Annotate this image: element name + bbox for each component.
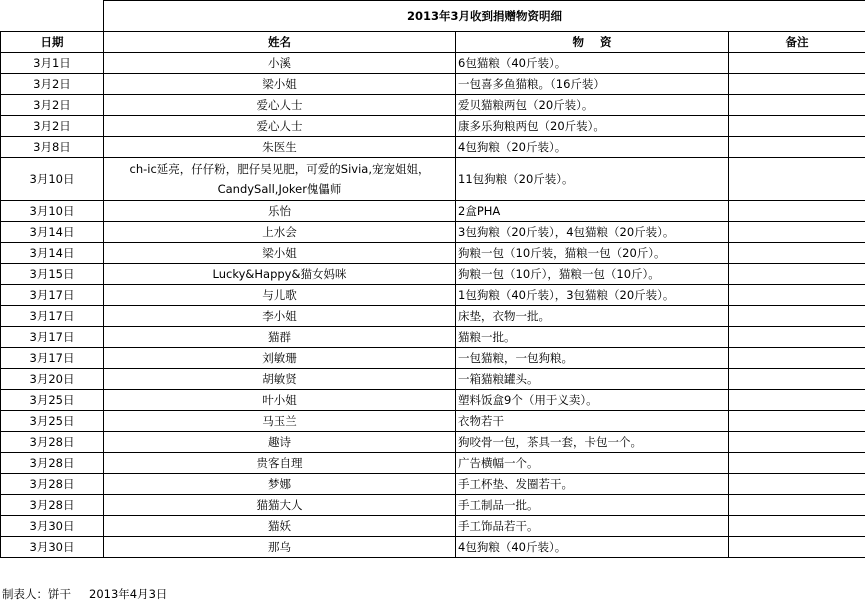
table-row	[1, 327, 865, 348]
name-cell[interactable]: 马玉兰	[104, 411, 456, 432]
header-items[interactable]: 物 资	[456, 32, 729, 53]
title-row	[1, 1, 865, 32]
notes-cell[interactable]	[729, 116, 865, 137]
date-cell[interactable]: 3月30日	[1, 537, 104, 558]
notes-cell[interactable]	[729, 306, 865, 327]
date-cell[interactable]: 3月8日	[1, 137, 104, 158]
notes-cell[interactable]	[729, 95, 865, 116]
date-cell[interactable]: 3月15日	[1, 264, 104, 285]
name-cell[interactable]: 朱医生	[104, 137, 456, 158]
items-cell[interactable]: 猫粮一批。	[456, 327, 729, 348]
sheet-title[interactable]: 2013年3月收到捐赠物资明细	[104, 1, 865, 32]
name-cell[interactable]: 小溪	[104, 53, 456, 74]
notes-cell[interactable]	[729, 537, 865, 558]
notes-cell[interactable]	[729, 285, 865, 306]
notes-cell[interactable]	[729, 453, 865, 474]
notes-cell[interactable]	[729, 369, 865, 390]
notes-cell[interactable]	[729, 516, 865, 537]
items-cell[interactable]: 手工杯垫、发圈若干。	[456, 474, 729, 495]
notes-cell[interactable]	[729, 222, 865, 243]
date-cell[interactable]: 3月28日	[1, 474, 104, 495]
table-maker[interactable]: 制表人：饼干	[2, 587, 71, 601]
name-cell[interactable]: 梁小姐	[104, 243, 456, 264]
footer	[2, 586, 167, 602]
name-cell[interactable]: 上水会	[104, 222, 456, 243]
date-cell[interactable]: 3月28日	[1, 495, 104, 516]
notes-cell[interactable]	[729, 348, 865, 369]
notes-cell[interactable]	[729, 390, 865, 411]
table-row	[1, 201, 865, 222]
date-cell[interactable]: 3月28日	[1, 453, 104, 474]
table-row	[1, 222, 865, 243]
items-cell[interactable]: 6包猫粮（40斤装）。	[456, 53, 729, 74]
name-cell[interactable]: 爱心人士	[104, 116, 456, 137]
items-cell[interactable]: 塑料饭盒9个（用于义卖）。	[456, 390, 729, 411]
table-row	[1, 348, 865, 369]
date-cell[interactable]: 3月1日	[1, 53, 104, 74]
header-row	[1, 32, 865, 53]
items-cell[interactable]: 4包狗粮（20斤装）。	[456, 137, 729, 158]
table-row	[1, 264, 865, 285]
date-cell[interactable]: 3月14日	[1, 243, 104, 264]
items-cell[interactable]: 1包狗粮（40斤装），3包猫粮（20斤装）。	[456, 285, 729, 306]
items-cell[interactable]: 床垫，衣物一批。	[456, 306, 729, 327]
items-cell[interactable]: 狗咬骨一包，茶具一套，卡包一个。	[456, 432, 729, 453]
notes-cell[interactable]	[729, 74, 865, 95]
items-cell[interactable]: 康多乐狗粮两包（20斤装）。	[456, 116, 729, 137]
date-cell[interactable]: 3月17日	[1, 348, 104, 369]
table-row	[1, 74, 865, 95]
date-cell[interactable]: 3月17日	[1, 285, 104, 306]
date-cell[interactable]: 3月25日	[1, 411, 104, 432]
name-cell[interactable]: 趣诗	[104, 432, 456, 453]
items-cell[interactable]: 2盒PHA	[456, 201, 729, 222]
table-row	[1, 306, 865, 327]
table-row	[1, 285, 865, 306]
items-cell[interactable]: 一箱猫粮罐头。	[456, 369, 729, 390]
date-cell[interactable]: 3月2日	[1, 116, 104, 137]
name-cell[interactable]: 叶小姐	[104, 390, 456, 411]
name-cell[interactable]: 刘敏珊	[104, 348, 456, 369]
table-row	[1, 537, 865, 558]
items-cell[interactable]: 爱贝猫粮两包（20斤装）。	[456, 95, 729, 116]
items-cell[interactable]: 11包狗粮（20斤装）。	[456, 158, 729, 201]
table-row	[1, 453, 865, 474]
notes-cell[interactable]	[729, 264, 865, 285]
table-row	[1, 95, 865, 116]
table-row	[1, 53, 865, 74]
table-row	[1, 369, 865, 390]
date-cell[interactable]: 3月17日	[1, 306, 104, 327]
table-row	[1, 474, 865, 495]
notes-cell[interactable]	[729, 158, 865, 201]
table-row	[1, 432, 865, 453]
name-cell[interactable]: 与儿歌	[104, 285, 456, 306]
date-cell[interactable]: 3月17日	[1, 327, 104, 348]
date-cell[interactable]: 3月28日	[1, 432, 104, 453]
notes-cell[interactable]	[729, 432, 865, 453]
name-cell[interactable]: 胡敏贤	[104, 369, 456, 390]
name-cell[interactable]: Lucky&Happy&猫女妈咪	[104, 264, 456, 285]
table-row	[1, 116, 865, 137]
items-cell[interactable]: 狗粮一包（10斤装，猫粮一包（20斤）。	[456, 243, 729, 264]
notes-cell[interactable]	[729, 53, 865, 74]
date-cell[interactable]: 3月14日	[1, 222, 104, 243]
notes-cell[interactable]	[729, 495, 865, 516]
notes-cell[interactable]	[729, 327, 865, 348]
title-blank-cell[interactable]	[1, 1, 104, 32]
date-cell[interactable]: 3月20日	[1, 369, 104, 390]
table-row	[1, 137, 865, 158]
name-cell[interactable]: 猫群	[104, 327, 456, 348]
name-cell[interactable]: 爱心人士	[104, 95, 456, 116]
table-row	[1, 243, 865, 264]
date-cell[interactable]: 3月2日	[1, 74, 104, 95]
notes-cell[interactable]	[729, 137, 865, 158]
name-cell[interactable]: ch-ic延亮，仔仔粉，肥仔吴见肥，可爱的Sivia,宠宠姐姐，CandySall,Joker傀儡师	[104, 158, 456, 201]
notes-cell[interactable]	[729, 474, 865, 495]
header-notes[interactable]: 备注	[729, 32, 865, 53]
date-cell[interactable]: 3月25日	[1, 390, 104, 411]
header-name[interactable]: 姓名	[104, 32, 456, 53]
table-row	[1, 516, 865, 537]
items-cell[interactable]: 一包喜多鱼猫粮。（16斤装）	[456, 74, 729, 95]
date-cell[interactable]: 3月30日	[1, 516, 104, 537]
header-date[interactable]: 日期	[1, 32, 104, 53]
name-cell[interactable]: 贵客自理	[104, 453, 456, 474]
notes-cell[interactable]	[729, 243, 865, 264]
items-cell[interactable]: 3包狗粮（20斤装），4包猫粮（20斤装）。	[456, 222, 729, 243]
name-cell[interactable]: 李小姐	[104, 306, 456, 327]
items-cell[interactable]: 一包猫粮，一包狗粮。	[456, 348, 729, 369]
items-cell[interactable]: 手工饰品若干。	[456, 516, 729, 537]
date-cell[interactable]: 3月10日	[1, 201, 104, 222]
date-cell[interactable]: 3月2日	[1, 95, 104, 116]
notes-cell[interactable]	[729, 201, 865, 222]
table-date[interactable]: 2013年4月3日	[89, 587, 168, 601]
table-row	[1, 390, 865, 411]
name-cell[interactable]: 猫妖	[104, 516, 456, 537]
table-row	[1, 495, 865, 516]
items-cell[interactable]: 狗粮一包（10斤），猫粮一包（10斤）。	[456, 264, 729, 285]
date-cell[interactable]: 3月10日	[1, 158, 104, 201]
notes-cell[interactable]	[729, 411, 865, 432]
table-row	[1, 411, 865, 432]
items-cell[interactable]: 4包狗粮（40斤装）。	[456, 537, 729, 558]
items-cell[interactable]: 手工制品一批。	[456, 495, 729, 516]
name-cell[interactable]: 乐怡	[104, 201, 456, 222]
items-cell[interactable]: 衣物若干	[456, 411, 729, 432]
name-cell[interactable]: 那乌	[104, 537, 456, 558]
items-cell[interactable]: 广告横幅一个。	[456, 453, 729, 474]
table-row	[1, 158, 865, 201]
name-cell[interactable]: 猫猫大人	[104, 495, 456, 516]
name-cell[interactable]: 梁小姐	[104, 74, 456, 95]
name-cell[interactable]: 梦娜	[104, 474, 456, 495]
